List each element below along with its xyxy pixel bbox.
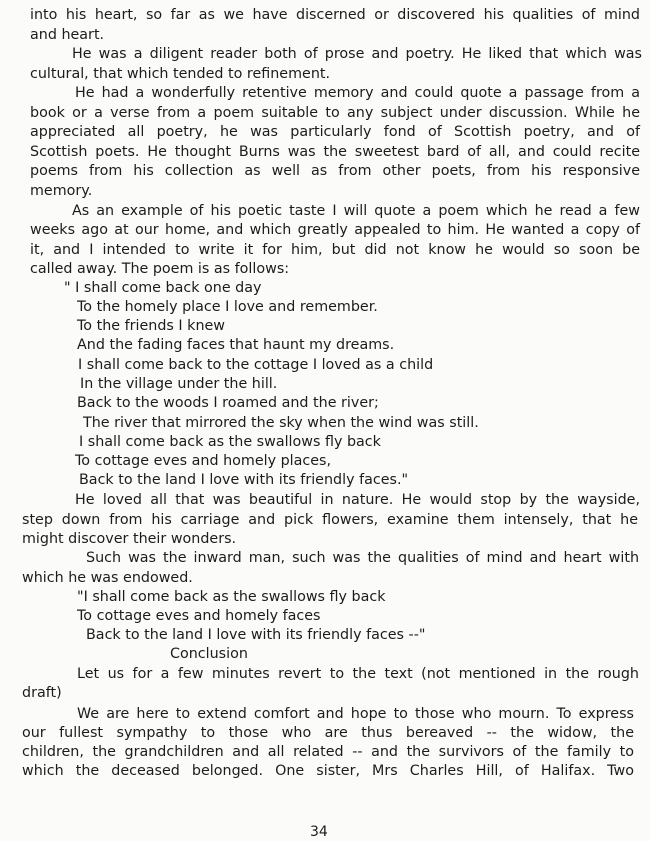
text-line: it, and I intended to write it for him, but did not know he would so soon be: [30, 242, 640, 258]
text-line: called away. The poem is as follows:: [30, 261, 290, 277]
text-line: He was a diligent reader both of prose and poetry. He liked that which was: [72, 46, 642, 62]
text-line: into his heart, so far as we have discerned or discovered his qualities of mind: [30, 7, 640, 23]
text-line: He loved all that was beautiful in nature. He would stop by the wayside,: [75, 492, 640, 508]
poem-line: Back to the woods I roamed and the river;: [77, 395, 379, 411]
text-line: Such was the inward man, such was the qualities of mind and heart with: [86, 550, 639, 566]
text-line: memory.: [30, 183, 93, 199]
poem-line: I shall come back as the swallows fly back: [79, 434, 381, 450]
text-line: and heart.: [30, 27, 105, 43]
poem-line: The river that mirrored the sky when the wind was still.: [83, 415, 479, 431]
text-line: He had a wonderfully retentive memory and could quote a passage from a: [75, 85, 640, 101]
text-line: We are here to extend comfort and hope to those who mourn. To express: [77, 706, 634, 722]
poem-line: To cottage eves and homely places,: [75, 453, 332, 469]
quote-line: To cottage eves and homely faces: [77, 608, 321, 624]
quote-line: Back to the land I love with its friendly faces --": [86, 627, 426, 643]
text-line: which he was endowed.: [22, 570, 193, 586]
quote-line: "I shall come back as the swallows fly back: [77, 589, 386, 605]
poem-line: To the friends I knew: [77, 318, 226, 334]
text-line: might discover their wonders.: [22, 531, 237, 547]
text-line: cultural, that which tended to refinement.: [30, 66, 331, 82]
text-line: poems from his collection as well as from other poets, from his responsive: [30, 163, 640, 179]
poem-line: And the fading faces that haunt my dreams.: [77, 337, 395, 353]
text-line: weeks ago at our home, and which greatly appealed to him. He wanted a copy of: [30, 222, 640, 238]
text-line: book or a verse from a poem suitable to any subject under discussion. While he: [30, 105, 640, 121]
text-line: Scottish poets. He thought Burns was the sweetest bard of all, and could recite: [30, 144, 640, 160]
text-line: step down from his carriage and pick flowers, examine them intensely, that he: [22, 512, 638, 528]
poem-line: Back to the land I love with its friendly faces.": [79, 472, 409, 488]
section-heading: Conclusion: [170, 646, 248, 662]
poem-line: In the village under the hill.: [80, 376, 278, 392]
text-line: our fullest sympathy to those who are thus bereaved -- the widow, the: [22, 725, 634, 741]
text-line: draft): [22, 685, 62, 701]
text-line: children, the grandchildren and all related -- and the survivors of the family to: [22, 744, 634, 760]
text-line: appreciated all poetry, he was particularly fond of Scottish poetry, and of: [30, 124, 640, 140]
page-number: 34: [310, 824, 328, 840]
text-line: Let us for a few minutes revert to the text (not mentioned in the rough: [77, 666, 639, 682]
text-line: which the deceased belonged. One sister, Mrs Charles Hill, of Halifax. Two: [22, 763, 634, 779]
text-line: As an example of his poetic taste I will quote a poem which he read a few: [72, 203, 640, 219]
poem-line: To the homely place I love and remember.: [77, 299, 378, 315]
poem-line: I shall come back to the cottage I loved as a child: [78, 357, 434, 373]
poem-line: " I shall come back one day: [64, 280, 262, 296]
